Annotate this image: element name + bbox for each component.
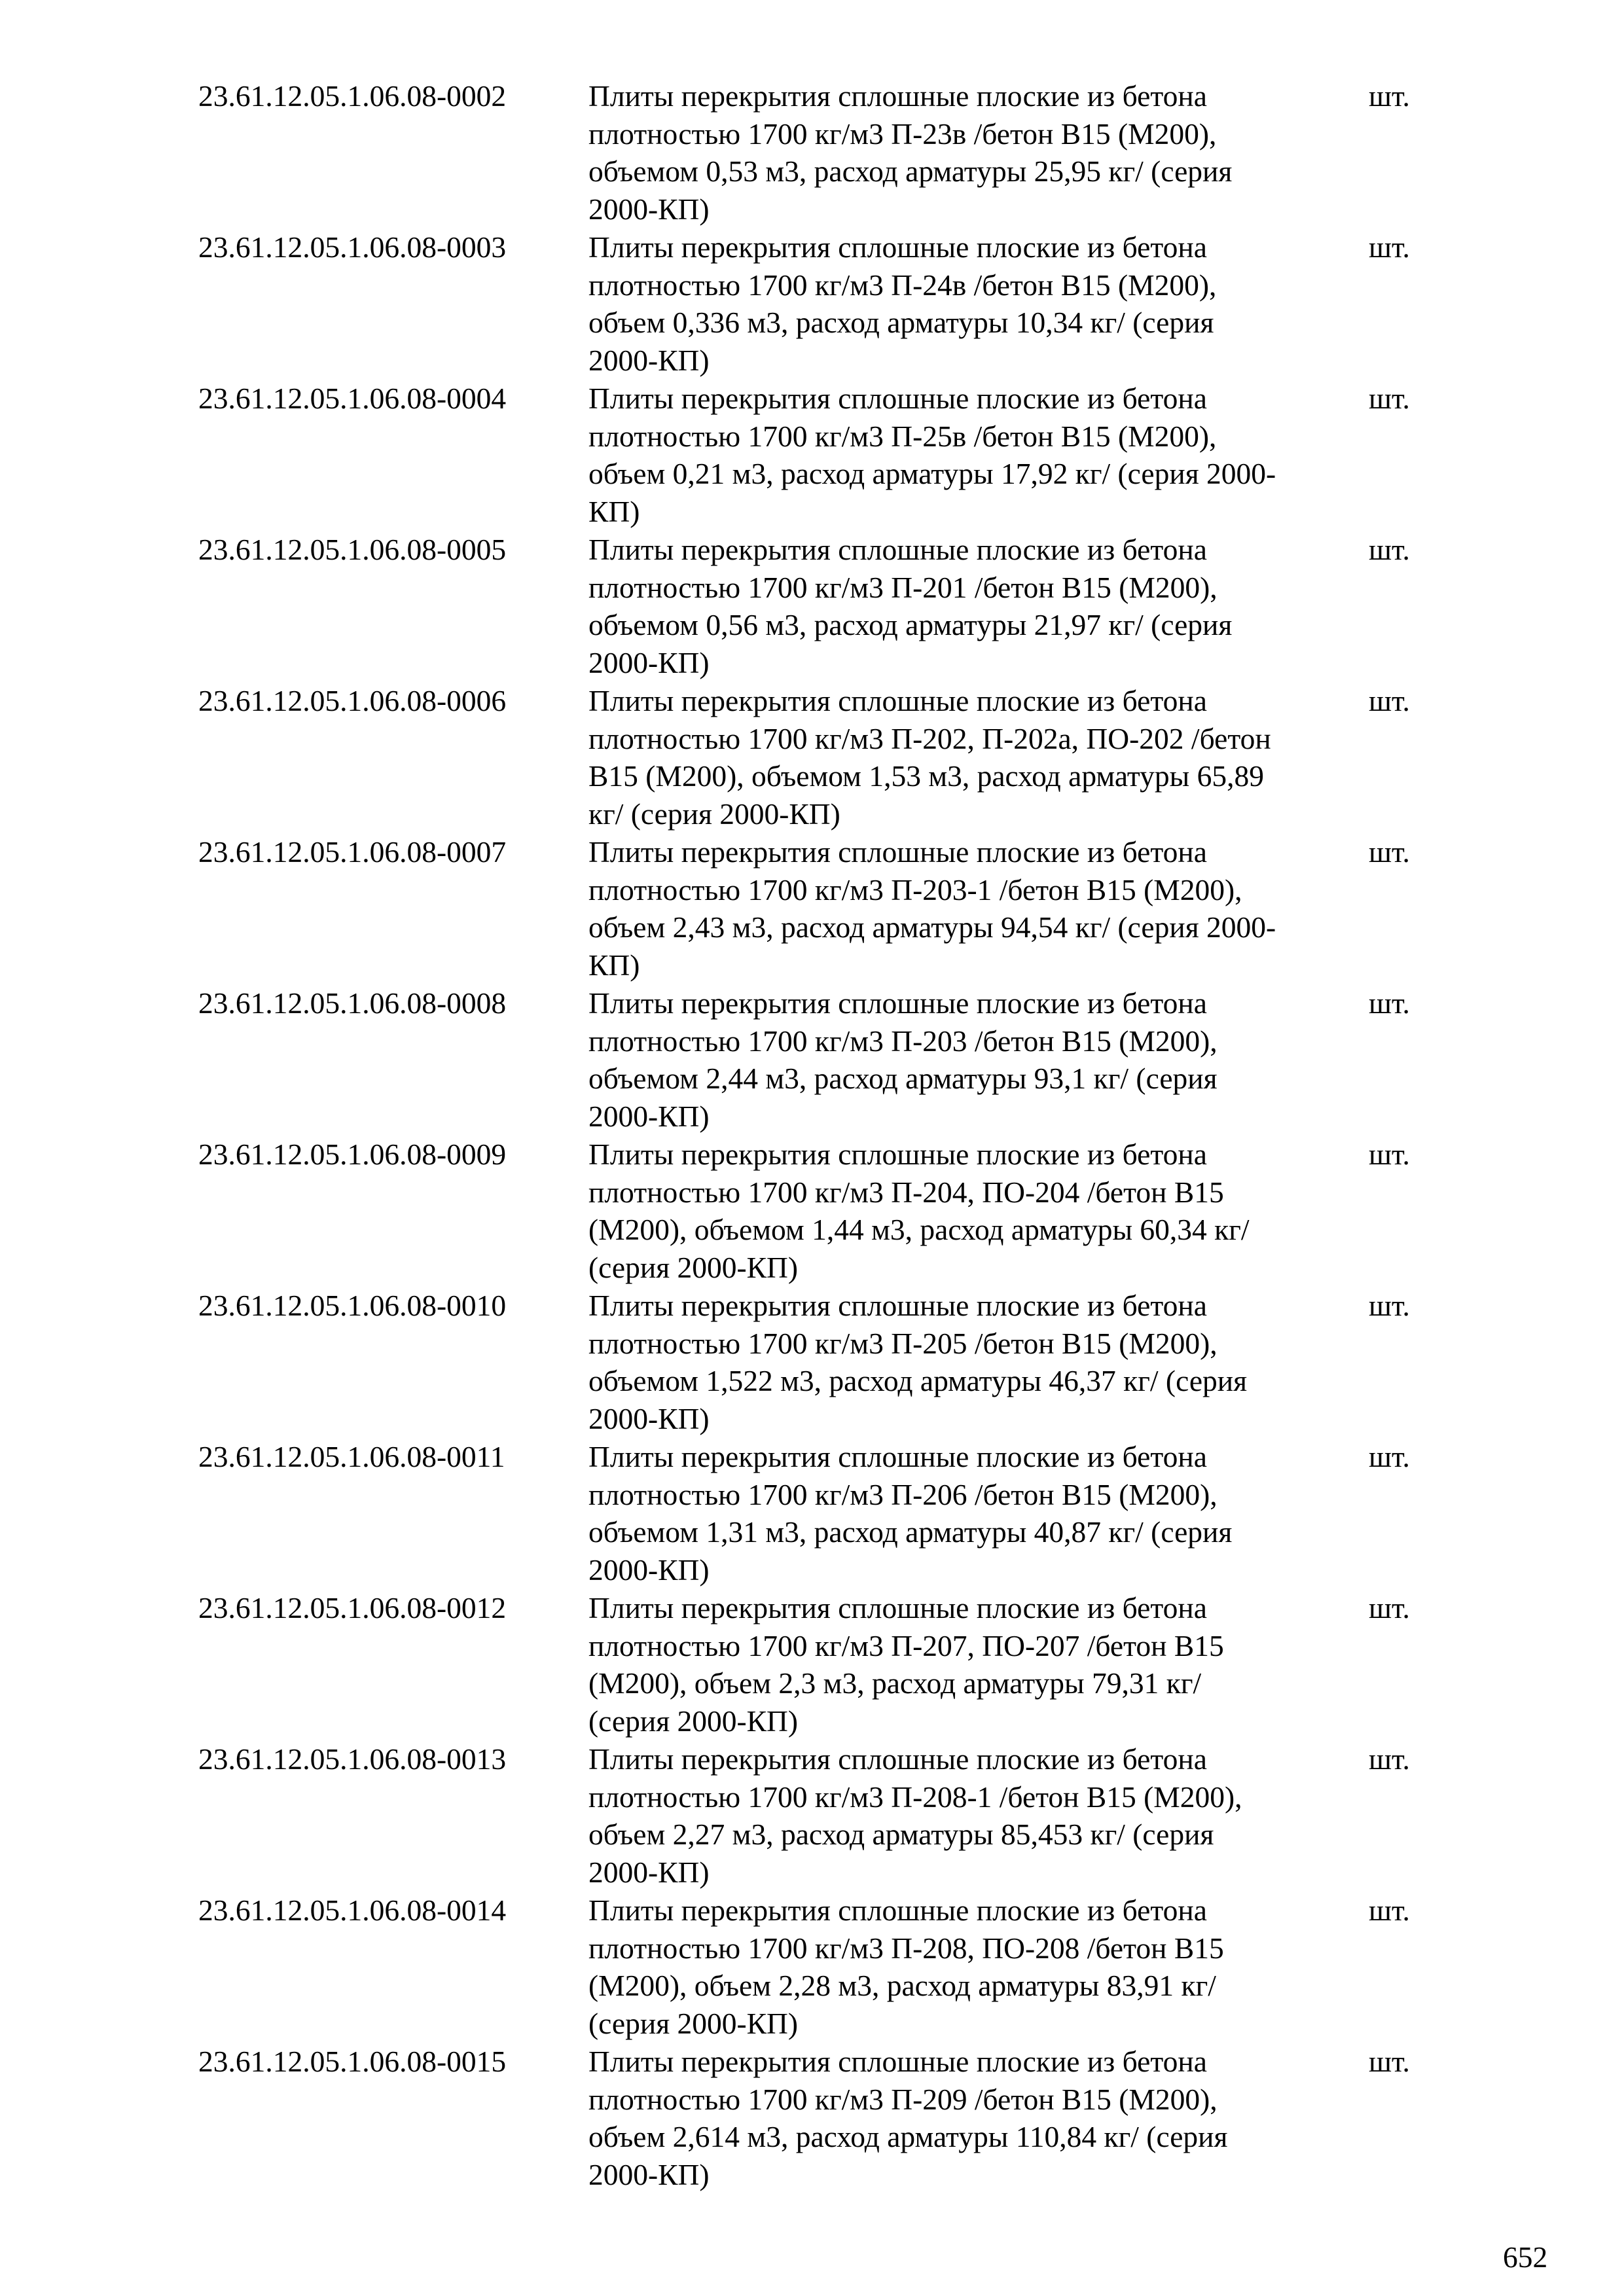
description-line: Плиты перекрытия сплошные плоские из бетона: [588, 1742, 1207, 1776]
table-row: [198, 682, 1442, 833]
item-code: 23.61.12.05.1.06.08-0012: [198, 1591, 507, 1624]
item-code: 23.61.12.05.1.06.08-0008: [198, 986, 507, 1020]
item-unit: шт.: [1369, 835, 1410, 869]
description-line: Плиты перекрытия сплошные плоские из бетона: [588, 79, 1207, 113]
description-line: 2000-КП): [588, 192, 710, 226]
item-code: 23.61.12.05.1.06.08-0013: [198, 1742, 507, 1776]
description-line: плотностью 1700 кг/м3 П-23в /бетон В15 (М200),: [588, 117, 1217, 151]
description-line: Плиты перекрытия сплошные плоские из бетона: [588, 533, 1207, 566]
description-line: плотностью 1700 кг/м3 П-208-1 /бетон В15 (М200),: [588, 1780, 1242, 1814]
description-line: объемом 0,53 м3, расход арматуры 25,95 кг/ (серия: [588, 154, 1233, 188]
description-line: (серия 2000-КП): [588, 1704, 799, 1738]
description-line: Плиты перекрытия сплошные плоские из бетона: [588, 1289, 1207, 1322]
description-line: Плиты перекрытия сплошные плоские из бетона: [588, 835, 1207, 869]
item-code: 23.61.12.05.1.06.08-0014: [198, 1893, 507, 1927]
table-row: [198, 228, 1442, 380]
table-row: [198, 1892, 1442, 2043]
description-line: (М200), объем 2,28 м3, расход арматуры 83,91 кг/: [588, 1969, 1216, 2002]
description-line: Плиты перекрытия сплошные плоские из бетона: [588, 1138, 1207, 1171]
page-number: 652: [1503, 2240, 1548, 2274]
item-description: [588, 531, 1354, 681]
item-description: [588, 228, 1354, 379]
item-code: 23.61.12.05.1.06.08-0015: [198, 2045, 507, 2078]
item-unit: шт.: [1369, 382, 1410, 415]
description-line: плотностью 1700 кг/м3 П-207, ПО-207 /бетон В15: [588, 1628, 1224, 1662]
item-description: [588, 1740, 1354, 1891]
item-code: 23.61.12.05.1.06.08-0005: [198, 533, 507, 566]
description-line: Плиты перекрытия сплошные плоские из бетона: [588, 1893, 1207, 1927]
description-line: Плиты перекрытия сплошные плоские из бетона: [588, 230, 1207, 264]
description-line: плотностью 1700 кг/м3 П-202, П-202а, ПО-202 /бетон: [588, 721, 1271, 755]
description-line: объемом 1,31 м3, расход арматуры 40,87 кг/ (серия: [588, 1515, 1233, 1549]
item-unit: шт.: [1369, 2045, 1410, 2078]
description-line: объем 2,43 м3, расход арматуры 94,54 кг/ (серия 2000-: [588, 910, 1276, 944]
description-line: плотностью 1700 кг/м3 П-208, ПО-208 /бетон В15: [588, 1931, 1224, 1965]
description-line: плотностью 1700 кг/м3 П-201 /бетон В15 (М200),: [588, 570, 1218, 604]
item-description: [588, 1589, 1354, 1740]
description-line: объем 2,614 м3, расход арматуры 110,84 кг/ (серия: [588, 2120, 1228, 2153]
description-line: плотностью 1700 кг/м3 П-206 /бетон В15 (М200),: [588, 1477, 1218, 1511]
description-line: (М200), объем 2,3 м3, расход арматуры 79,31 кг/: [588, 1666, 1202, 1700]
description-line: плотностью 1700 кг/м3 П-205 /бетон В15 (М200),: [588, 1326, 1218, 1360]
description-line: объем 0,21 м3, расход арматуры 17,92 кг/ (серия 2000-: [588, 457, 1276, 490]
table-row: [198, 984, 1442, 1136]
table-row: [198, 1438, 1442, 1589]
description-line: Плиты перекрытия сплошные плоские из бетона: [588, 986, 1207, 1020]
description-line: плотностью 1700 кг/м3 П-204, ПО-204 /бетон В15: [588, 1175, 1224, 1209]
table-row: [198, 1740, 1442, 1892]
item-description: [588, 1892, 1354, 2042]
table-row: [198, 2043, 1442, 2194]
description-line: 2000-КП): [588, 1401, 710, 1435]
description-line: кг/ (серия 2000-КП): [588, 797, 840, 831]
item-code: 23.61.12.05.1.06.08-0002: [198, 79, 507, 113]
item-code: 23.61.12.05.1.06.08-0010: [198, 1289, 507, 1322]
price-list-table: [198, 77, 1442, 2194]
item-description: [588, 984, 1354, 1135]
description-line: (серия 2000-КП): [588, 2006, 799, 2040]
item-code: 23.61.12.05.1.06.08-0009: [198, 1138, 507, 1171]
item-unit: шт.: [1369, 1742, 1410, 1776]
description-line: КП): [588, 948, 640, 982]
item-description: [588, 77, 1354, 228]
item-code: 23.61.12.05.1.06.08-0003: [198, 230, 507, 264]
description-line: В15 (М200), объемом 1,53 м3, расход арматуры 65,89: [588, 759, 1264, 793]
description-line: Плиты перекрытия сплошные плоские из бетона: [588, 2045, 1207, 2078]
description-line: плотностью 1700 кг/м3 П-203 /бетон В15 (М200),: [588, 1024, 1218, 1058]
description-line: 2000-КП): [588, 1099, 710, 1133]
table-row: [198, 1287, 1442, 1438]
item-description: [588, 2043, 1354, 2193]
item-unit: шт.: [1369, 1440, 1410, 1473]
item-unit: шт.: [1369, 1289, 1410, 1322]
description-line: объем 2,27 м3, расход арматуры 85,453 кг/ (серия: [588, 1818, 1214, 1851]
item-code: 23.61.12.05.1.06.08-0007: [198, 835, 507, 869]
item-code: 23.61.12.05.1.06.08-0006: [198, 684, 507, 717]
description-line: 2000-КП): [588, 1855, 710, 1889]
item-unit: шт.: [1369, 986, 1410, 1020]
item-description: [588, 380, 1354, 530]
description-line: Плиты перекрытия сплошные плоские из бетона: [588, 382, 1207, 415]
item-unit: шт.: [1369, 230, 1410, 264]
description-line: объем 0,336 м3, расход арматуры 10,34 кг/ (серия: [588, 306, 1214, 339]
description-line: объемом 2,44 м3, расход арматуры 93,1 кг/ (серия: [588, 1062, 1218, 1095]
description-line: 2000-КП): [588, 343, 710, 377]
description-line: КП): [588, 494, 640, 528]
item-unit: шт.: [1369, 1591, 1410, 1624]
description-line: Плиты перекрытия сплошные плоские из бетона: [588, 684, 1207, 717]
description-line: плотностью 1700 кг/м3 П-203-1 /бетон В15 (М200),: [588, 872, 1242, 906]
item-unit: шт.: [1369, 1138, 1410, 1171]
table-row: [198, 531, 1442, 682]
item-unit: шт.: [1369, 79, 1410, 113]
description-line: (серия 2000-КП): [588, 1250, 799, 1284]
description-line: 2000-КП): [588, 1552, 710, 1587]
table-row: [198, 77, 1442, 228]
description-line: плотностью 1700 кг/м3 П-209 /бетон В15 (М200),: [588, 2082, 1218, 2116]
item-description: [588, 682, 1354, 833]
description-line: объемом 1,522 м3, расход арматуры 46,37 кг/ (серия: [588, 1364, 1248, 1397]
item-unit: шт.: [1369, 533, 1410, 566]
item-description: [588, 833, 1354, 984]
table-row: [198, 1589, 1442, 1740]
description-line: объемом 0,56 м3, расход арматуры 21,97 кг/ (серия: [588, 608, 1233, 641]
item-code: 23.61.12.05.1.06.08-0004: [198, 382, 507, 415]
item-description: [588, 1136, 1354, 1286]
description-line: Плиты перекрытия сплошные плоские из бетона: [588, 1440, 1207, 1473]
item-description: [588, 1438, 1354, 1588]
table-row: [198, 380, 1442, 531]
description-line: 2000-КП): [588, 2157, 710, 2191]
description-line: 2000-КП): [588, 645, 710, 679]
description-line: (М200), объемом 1,44 м3, расход арматуры 60,34 кг/: [588, 1213, 1250, 1246]
description-line: плотностью 1700 кг/м3 П-24в /бетон В15 (М200),: [588, 268, 1217, 302]
description-line: Плиты перекрытия сплошные плоские из бетона: [588, 1591, 1207, 1624]
item-code: 23.61.12.05.1.06.08-0011: [198, 1440, 505, 1473]
item-description: [588, 1287, 1354, 1437]
table-row: [198, 1136, 1442, 1287]
item-unit: шт.: [1369, 684, 1410, 717]
item-unit: шт.: [1369, 1893, 1410, 1927]
table-row: [198, 833, 1442, 984]
description-line: плотностью 1700 кг/м3 П-25в /бетон В15 (М200),: [588, 419, 1217, 453]
